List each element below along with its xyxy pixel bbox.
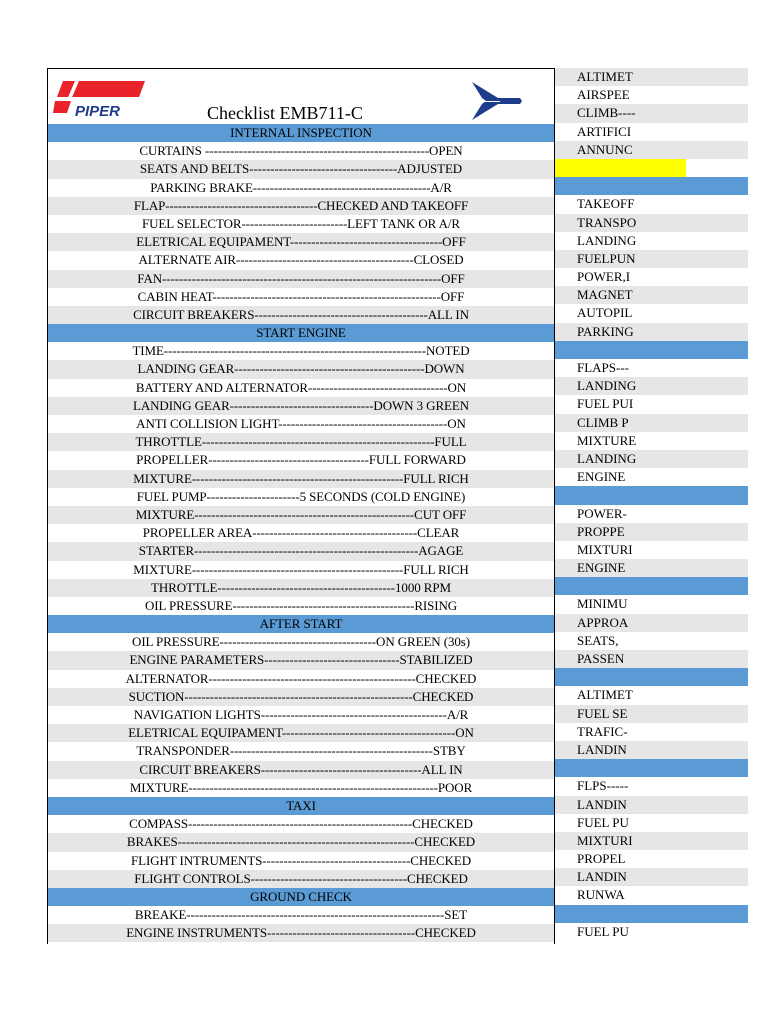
hidden-column-edge [686,304,748,322]
checklist-item: PROPELLER AREA---------------------------------------CLEAR [48,524,554,542]
hidden-column-edge [686,377,748,395]
hidden-column-edge [686,104,748,122]
checklist-item [555,141,748,159]
hidden-column-edge [686,232,748,250]
hidden-column-edge [686,414,748,432]
hidden-column-edge [686,741,748,759]
checklist-item-label: CLIMB P [577,414,629,430]
checklist-item-label [555,905,686,923]
checklist-item [555,705,748,723]
hidden-column-edge [686,868,748,886]
checklist-item [555,123,748,141]
checklist-item-label: FUEL PUI [577,396,634,412]
checklist-item-label: LANDING [577,378,637,394]
hidden-column-edge [686,668,748,686]
checklist-item [555,632,748,650]
checklist-item: LANDING GEAR---------------------------------------------DOWN [48,360,554,378]
checklist-item [555,614,748,632]
checklist-item-label: FUEL SE [577,705,628,721]
hidden-column-edge [686,886,748,904]
checklist-item-label: LANDIN [577,741,627,757]
checklist-item-label: ANNUNC [577,141,633,157]
hidden-column-edge [686,559,748,577]
checklist-item [555,923,748,941]
checklist-item: ENGINE INSTRUMENTS-----------------------------------CHECKED [48,924,554,942]
checklist-item: ELETRICAL EQUIPAMENT-----------------------------------------ON [48,724,554,742]
checklist-item [555,286,748,304]
hidden-column-edge [686,796,748,814]
checklist-item: FLIGHT CONTROLS-------------------------------------CHECKED [48,870,554,888]
hidden-column-edge [686,705,748,723]
checklist-item: STARTER-----------------------------------------------------AGAGE [48,542,554,560]
checklist-item-label: POWER- [577,505,627,521]
checklist-item [555,268,748,286]
checklist-item [555,468,748,486]
section-header: TAXI [48,797,554,815]
hidden-column-edge [686,450,748,468]
checklist-item [555,414,748,432]
checklist-item-label: ARTIFICI [577,123,632,139]
checklist-item-label: FLPS----- [577,778,629,794]
hidden-column-edge [686,141,748,159]
checklist-item-label: MIXTURI [577,541,633,557]
checklist-item-label: FUELPUN [577,250,636,266]
checklist-item-label: RUNWA [577,887,625,903]
checklist-item [555,777,748,795]
hidden-column-edge [686,650,748,668]
checklist-item: OIL PRESSURE-------------------------------------ON GREEN (30s) [48,633,554,651]
checklist-item [555,832,748,850]
checklist-item-label: POWER,I [577,269,631,285]
checklist-item-label: ENGINE [577,560,626,576]
section-header [555,486,748,504]
hidden-column-edge [686,505,748,523]
checklist-item [555,814,748,832]
section-header [555,177,748,195]
checklist-item: TRANSPONDER------------------------------------------------STBY [48,742,554,760]
checklist-item: MIXTURE--------------------------------------------------FULL RICH [48,561,554,579]
checklist-item [555,359,748,377]
hidden-column-edge [686,577,748,595]
hidden-column-edge [686,777,748,795]
hidden-column-edge [686,923,748,941]
hidden-column-edge [686,523,748,541]
checklist-item [555,796,748,814]
checklist-item: ALTERNATOR-------------------------------------------------CHECKED [48,670,554,688]
hidden-column-edge [686,686,748,704]
hidden-column-edge [686,159,748,177]
checklist-item-label: FLAPS--- [577,360,630,375]
checklist-item [555,523,748,541]
checklist-item: CIRCUIT BREAKERS-----------------------------------------ALL IN [48,306,554,324]
section-header: GROUND CHECK [48,888,554,906]
checklist-item: ELETRICAL EQUIPAMENT------------------------------------OFF [48,233,554,251]
checklist-item-label [555,159,686,177]
checklist-item: FUEL PUMP----------------------5 SECONDS (COLD ENGINE) [48,488,554,506]
hidden-column-edge [686,486,748,504]
checklist-item: FLAP------------------------------------CHECKED AND TAKEOFF [48,197,554,215]
section-header: INTERNAL INSPECTION [48,124,554,142]
checklist-item: FLIGHT INTRUMENTS-----------------------------------CHECKED [48,852,554,870]
checklist-item [555,650,748,668]
checklist-item [555,86,748,104]
header [48,69,554,124]
checklist-item-label: PROPPE [577,523,625,539]
checklist-item [555,232,748,250]
section-header [555,905,748,923]
hidden-column-edge [686,468,748,486]
hidden-column-edge [686,323,748,341]
checklist-item: PROPELLER--------------------------------------FULL FORWARD [48,451,554,469]
checklist-item: BRAKES--------------------------------------------------------CHECKED [48,833,554,851]
hidden-column-edge [686,595,748,613]
checklist-item-label: AUTOPIL [577,305,633,321]
checklist-item-label: ENGINE [577,469,626,485]
checklist-item [555,377,748,395]
checklist-item-label [555,486,686,504]
checklist-item [555,886,748,904]
checklist-item-label: LANDING [577,450,637,466]
checklist-item-label: SEATS, [577,632,619,648]
checklist-item [555,868,748,886]
checklist-item: CURTAINS -----------------------------------------------------OPEN [48,142,554,160]
checklist-item-label: MINIMU [577,596,628,612]
checklist-item: THROTTLE------------------------------------------1000 RPM [48,579,554,597]
checklist-item: THROTTLE-------------------------------------------------------FULL [48,433,554,451]
hidden-column-edge [686,395,748,413]
checklist-item-label: PARKING [577,323,634,339]
checklist-item-label: LANDIN [577,796,627,812]
checklist-item-label: APPROA [577,614,629,630]
checklist-item-label [555,177,686,195]
page-title: Checklist EMB711-C [207,103,363,123]
section-header [555,759,748,777]
checklist-item-label: FUEL PU [577,814,629,830]
checklist-item-label: LANDING [577,232,637,248]
checklist-item [555,541,748,559]
checklist-left-column [47,68,555,944]
hidden-column-edge [686,723,748,741]
checklist-item-label [555,577,686,595]
checklist-item: SUCTION------------------------------------------------------CHECKED [48,688,554,706]
checklist-item: NAVIGATION LIGHTS--------------------------------------------A/R [48,706,554,724]
checklist-item: ENGINE PARAMETERS--------------------------------STABILIZED [48,651,554,669]
checklist-item: ANTI COLLISION LIGHT----------------------------------------ON [48,415,554,433]
checklist-item: MIXTURE----------------------------------------------------CUT OFF [48,506,554,524]
checklist-item-label: MAGNET [577,287,633,303]
hidden-column-edge [686,632,748,650]
checklist-item: CIRCUIT BREAKERS--------------------------------------ALL IN [48,761,554,779]
checklist-item [555,450,748,468]
checklist-item: MIXTURE-----------------------------------------------------------POOR [48,779,554,797]
checklist-item-label: MIXTURE [577,432,637,448]
hidden-column-edge [686,814,748,832]
checklist-item-label: CLIMB---- [577,105,636,121]
hidden-column-edge [686,850,748,868]
section-header [555,341,748,359]
checklist-item-label: TAKEOFF [577,196,635,212]
hidden-column-edge [686,123,748,141]
checklist-item: TIME--------------------------------------------------------------NOTED [48,342,554,360]
checklist-item: PARKING BRAKE------------------------------------------A/R [48,179,554,197]
checklist-item-label [555,341,686,359]
checklist-item-label: TRAFIC- [577,723,628,739]
checklist-item: FUEL SELECTOR-------------------------LEFT TANK OR A/R [48,215,554,233]
checklist-item-label: FUEL PU [577,923,629,939]
checklist-item-label: PASSEN [577,651,625,666]
hidden-column-edge [686,614,748,632]
checklist-item [555,214,748,232]
checklist-item: LANDING GEAR----------------------------------DOWN 3 GREEN [48,397,554,415]
hidden-column-edge [686,759,748,777]
checklist-item [555,250,748,268]
checklist-item [555,505,748,523]
hidden-column-edge [686,541,748,559]
checklist-item [555,741,748,759]
checklist-item [555,432,748,450]
checklist-item [555,595,748,613]
checklist-item [555,104,748,122]
checklist-item: ALTERNATE AIR------------------------------------------CLOSED [48,251,554,269]
checklist-item: MIXTURE--------------------------------------------------FULL RICH [48,470,554,488]
checklist-item: SEATS AND BELTS-----------------------------------ADJUSTED [48,160,554,178]
right-checklist-rows [555,68,748,941]
checklist-item: OIL PRESSURE-------------------------------------------RISING [48,597,554,615]
hidden-column-edge [686,432,748,450]
hidden-column-edge [686,905,748,923]
checklist-item-label: LANDIN [577,869,627,885]
section-header [555,577,748,595]
checklist-item [555,68,748,86]
checklist-item: CABIN HEAT------------------------------------------------------OFF [48,288,554,306]
piper-logo-icon [53,79,148,119]
logo-text: PIPER [75,103,121,119]
hidden-column-edge [686,268,748,286]
hidden-column-edge [686,341,748,359]
checklist-item [555,723,748,741]
checklist-item [555,395,748,413]
checklist-item: BREAKE-------------------------------------------------------------SET [48,906,554,924]
hidden-column-edge [686,250,748,268]
checklist-item [555,686,748,704]
hidden-column-edge [686,177,748,195]
hidden-column-edge [686,86,748,104]
checklist-item-label: TRANSPO [577,214,637,230]
checklist-right-column [555,68,748,944]
hidden-column-edge [686,68,748,86]
checklist-item-label [555,668,686,686]
airplane-icon [470,80,522,122]
checklist-item [555,195,748,213]
checklist-item [555,559,748,577]
checklist-item-label: ALTIMET [577,687,633,703]
section-header [555,668,748,686]
checklist-item: FAN------------------------------------------------------------------OFF [48,270,554,288]
hidden-column-edge [686,195,748,213]
checklist-item: COMPASS-----------------------------------------------------CHECKED [48,815,554,833]
hidden-column-edge [686,832,748,850]
checklist-item [555,159,748,177]
checklist-item-label: MIXTURI [577,832,633,848]
checklist-item [555,323,748,341]
hidden-column-edge [686,214,748,232]
hidden-column-edge [686,359,748,377]
checklist-item [555,304,748,322]
section-header: START ENGINE [48,324,554,342]
checklist-item-label: AIRSPEE [577,87,630,103]
checklist-item-label: PROPEL [577,851,626,867]
checklist-item: BATTERY AND ALTERNATOR---------------------------------ON [48,379,554,397]
section-header: AFTER START [48,615,554,633]
checklist-item-label: ALTIMET [577,69,633,84]
checklist-item [555,850,748,868]
checklist-item-label [555,759,686,777]
checklist-rows [48,124,554,942]
hidden-column-edge [686,286,748,304]
